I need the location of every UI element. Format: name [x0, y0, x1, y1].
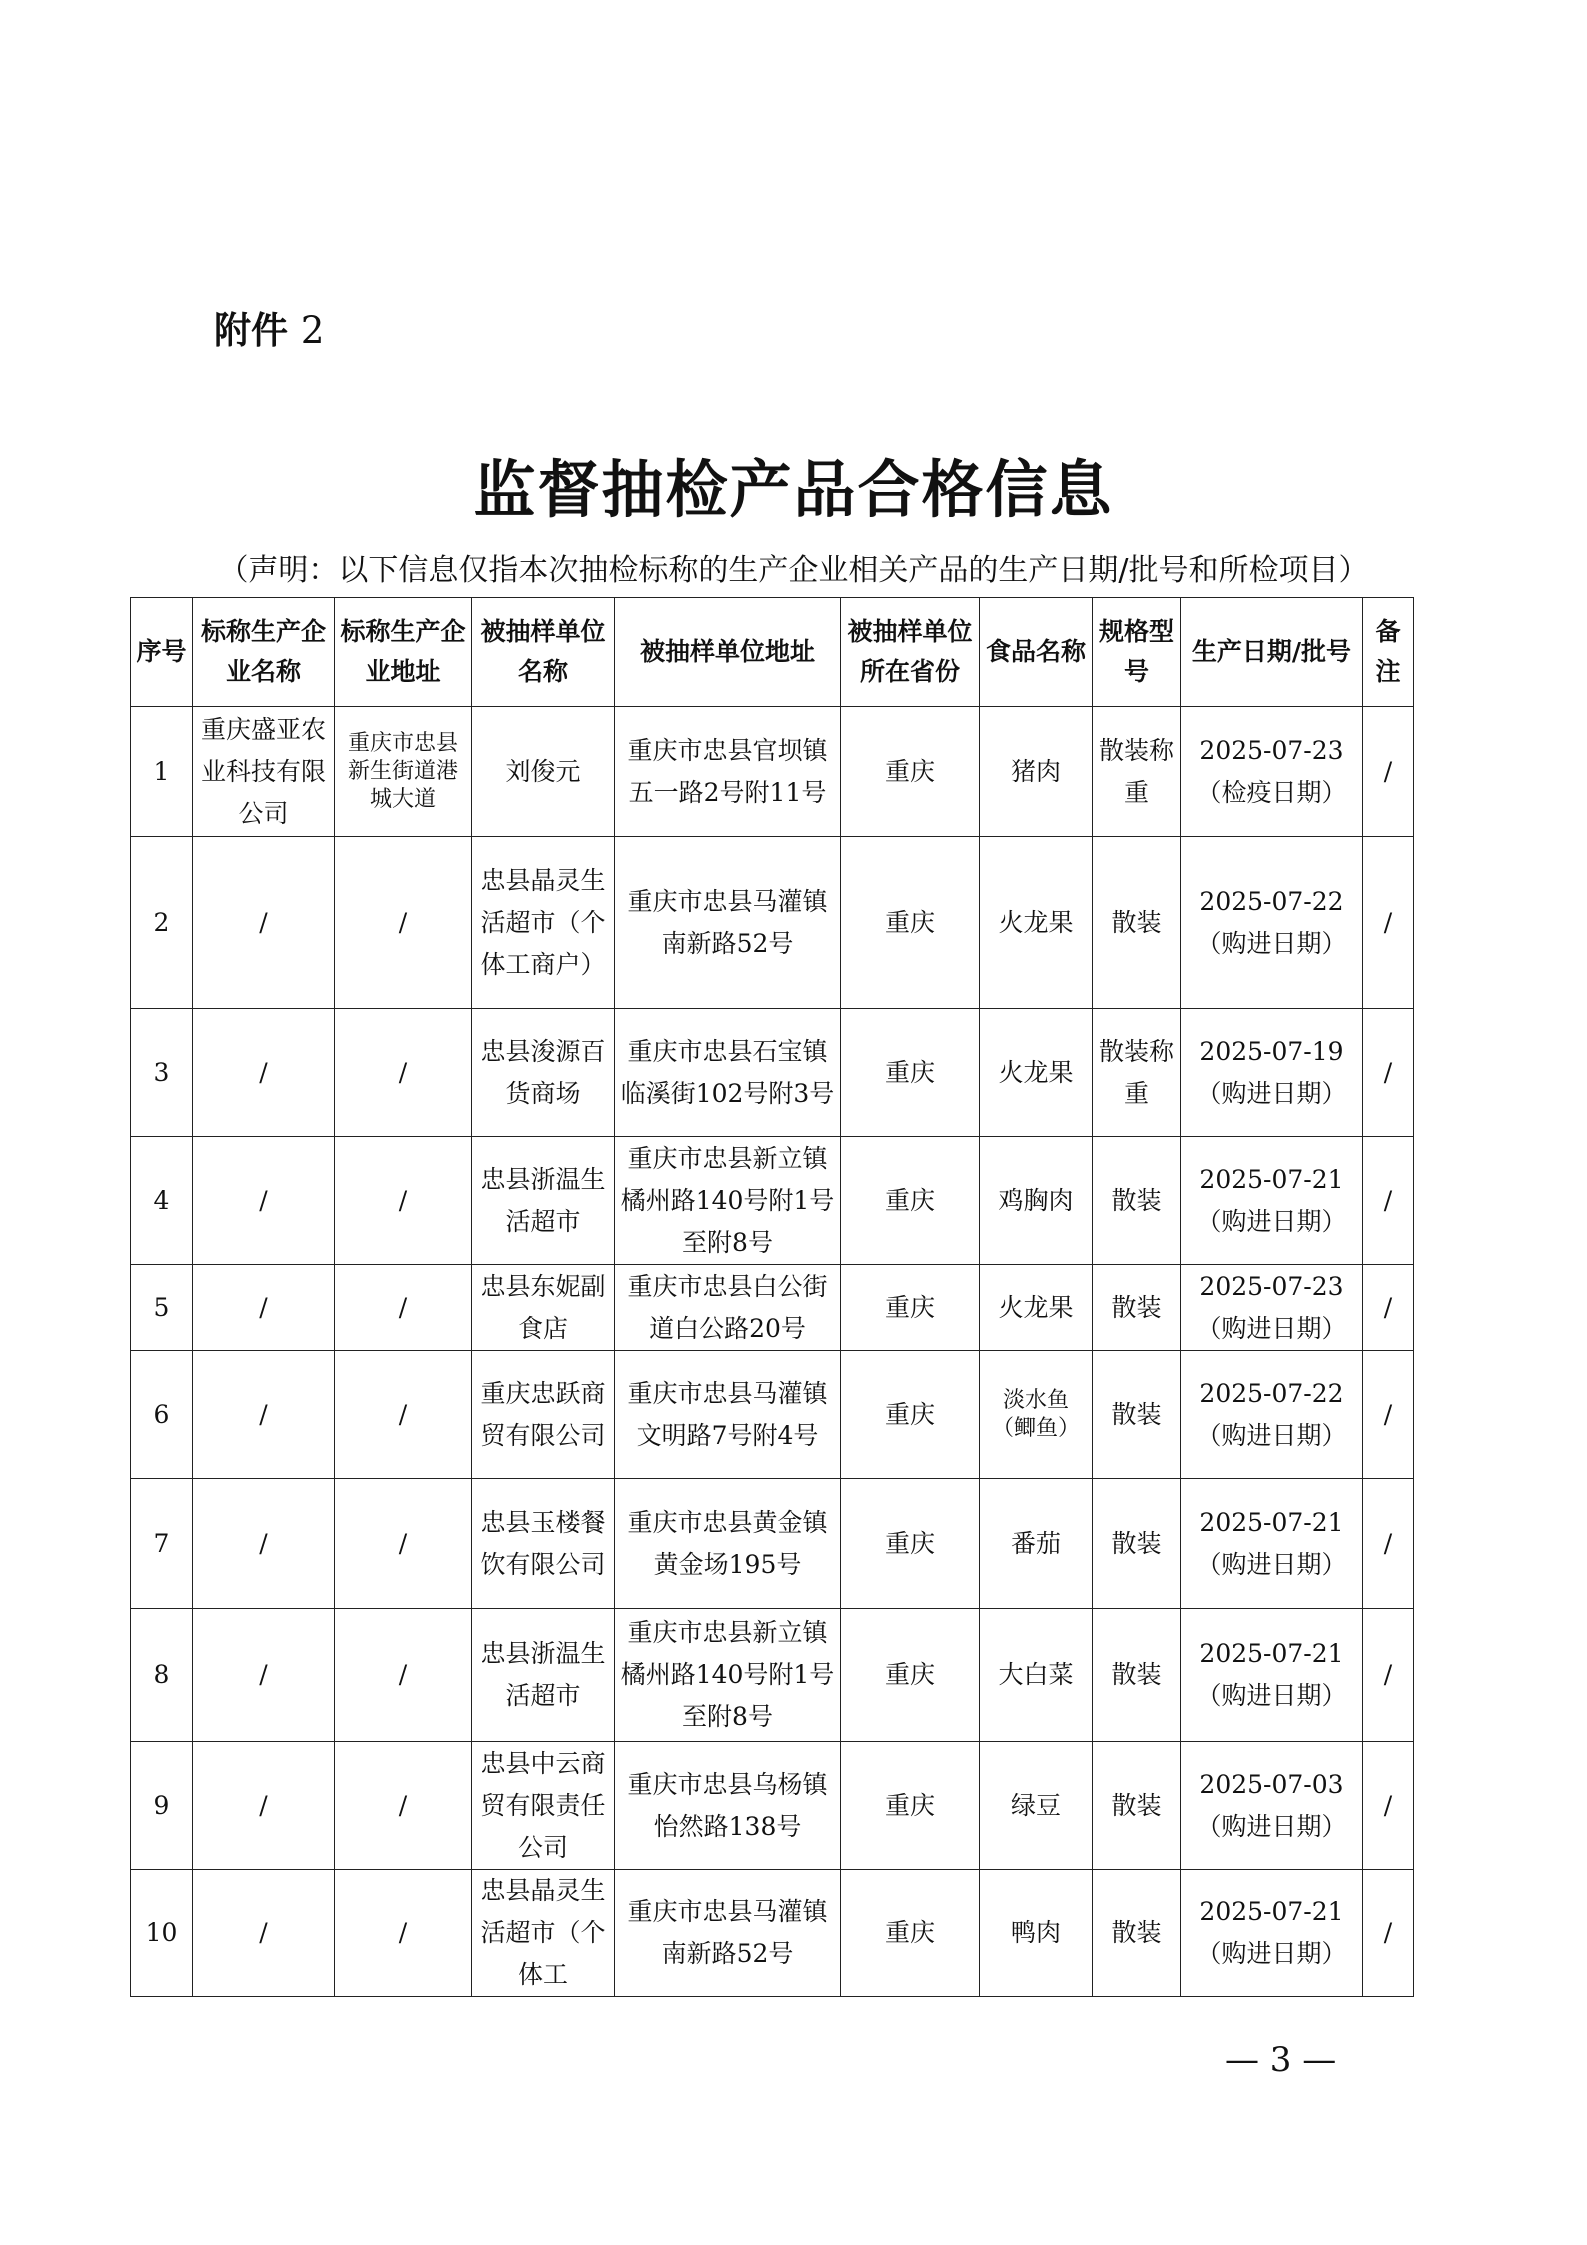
maker-name-cell: /	[193, 1870, 335, 1997]
col-header: 被抽样单位名称	[472, 598, 615, 707]
col-header: 食品名称	[980, 598, 1093, 707]
remark-cell: /	[1363, 837, 1414, 1009]
province-cell: 重庆	[841, 1609, 980, 1742]
production-date-cell: 2025-07-21（购进日期）	[1181, 1870, 1363, 1997]
unit-name-cell: 忠县晶灵生活超市（个体工商户）	[472, 837, 615, 1009]
spec-cell: 散装	[1093, 837, 1181, 1009]
province-cell: 重庆	[841, 1351, 980, 1479]
remark-cell: /	[1363, 1137, 1414, 1265]
food-name-cell: 火龙果	[980, 837, 1093, 1009]
unit-name-cell: 刘俊元	[472, 707, 615, 837]
row-number-cell: 4	[131, 1137, 193, 1265]
maker-address-cell: /	[335, 1351, 472, 1479]
inspection-table	[130, 597, 1414, 1997]
col-header: 序号	[131, 598, 193, 707]
maker-address-cell: /	[335, 1742, 472, 1870]
table-row	[131, 707, 1414, 837]
table-row	[131, 837, 1414, 1009]
row-number-cell: 7	[131, 1479, 193, 1609]
unit-name-cell: 忠县中云商贸有限责任公司	[472, 1742, 615, 1870]
table-row	[131, 1009, 1414, 1137]
table-row	[131, 1137, 1414, 1265]
col-header: 标称生产企业名称	[193, 598, 335, 707]
unit-address-cell: 重庆市忠县黄金镇黄金场195号	[615, 1479, 841, 1609]
spec-cell: 散装	[1093, 1137, 1181, 1265]
remark-cell: /	[1363, 1479, 1414, 1609]
production-date-cell: 2025-07-21（购进日期）	[1181, 1609, 1363, 1742]
maker-address-cell: /	[335, 837, 472, 1009]
table-row	[131, 1609, 1414, 1742]
table-row	[131, 1870, 1414, 1997]
production-date-cell: 2025-07-22（购进日期）	[1181, 1351, 1363, 1479]
remark-cell: /	[1363, 1742, 1414, 1870]
col-header: 标称生产企业地址	[335, 598, 472, 707]
maker-name-cell: 重庆盛亚农业科技有限公司	[193, 707, 335, 837]
row-number-cell: 2	[131, 837, 193, 1009]
row-number-cell: 3	[131, 1009, 193, 1137]
col-header: 规格型号	[1093, 598, 1181, 707]
maker-name-cell: /	[193, 1265, 335, 1351]
food-name-cell: 火龙果	[980, 1009, 1093, 1137]
unit-name-cell: 忠县晶灵生活超市（个体工	[472, 1870, 615, 1997]
remark-cell: /	[1363, 1265, 1414, 1351]
attachment-label: 附件 2	[214, 309, 325, 352]
maker-address-cell: /	[335, 1609, 472, 1742]
unit-address-cell: 重庆市忠县石宝镇临溪街102号附3号	[615, 1009, 841, 1137]
province-cell: 重庆	[841, 1870, 980, 1997]
col-header: 备注	[1363, 598, 1414, 707]
food-name-cell: 火龙果	[980, 1265, 1093, 1351]
province-cell: 重庆	[841, 1265, 980, 1351]
province-cell: 重庆	[841, 837, 980, 1009]
maker-address-cell: /	[335, 1009, 472, 1137]
maker-name-cell: /	[193, 1609, 335, 1742]
table-row	[131, 1479, 1414, 1609]
production-date-cell: 2025-07-03（购进日期）	[1181, 1742, 1363, 1870]
spec-cell: 散装称重	[1093, 1009, 1181, 1137]
food-name-cell: 猪肉	[980, 707, 1093, 837]
spec-cell: 散装	[1093, 1351, 1181, 1479]
spec-cell: 散装	[1093, 1609, 1181, 1742]
food-name-cell: 番茄	[980, 1479, 1093, 1609]
maker-name-cell: /	[193, 1137, 335, 1265]
remark-cell: /	[1363, 1870, 1414, 1997]
food-name-cell: 绿豆	[980, 1742, 1093, 1870]
production-date-cell: 2025-07-23（购进日期）	[1181, 1265, 1363, 1351]
statement: （声明：以下信息仅指本次抽检标称的生产企业相关产品的生产日期/批号和所检项目）	[218, 553, 1369, 588]
production-date-cell: 2025-07-21（购进日期）	[1181, 1479, 1363, 1609]
province-cell: 重庆	[841, 1742, 980, 1870]
page-number: — 3 —	[1225, 2040, 1337, 2080]
remark-cell: /	[1363, 707, 1414, 837]
maker-address-cell: /	[335, 1870, 472, 1997]
spec-cell: 散装	[1093, 1479, 1181, 1609]
unit-address-cell: 重庆市忠县新立镇橘州路140号附1号至附8号	[615, 1137, 841, 1265]
province-cell: 重庆	[841, 1137, 980, 1265]
unit-name-cell: 忠县浚源百货商场	[472, 1009, 615, 1137]
province-cell: 重庆	[841, 1479, 980, 1609]
maker-name-cell: /	[193, 1742, 335, 1870]
remark-cell: /	[1363, 1609, 1414, 1742]
col-header: 生产日期/批号	[1181, 598, 1363, 707]
maker-name-cell: /	[193, 1351, 335, 1479]
maker-address-cell: /	[335, 1479, 472, 1609]
production-date-cell: 2025-07-21（购进日期）	[1181, 1137, 1363, 1265]
unit-name-cell: 忠县浙温生活超市	[472, 1137, 615, 1265]
food-name-cell: 鸡胸肉	[980, 1137, 1093, 1265]
col-header: 被抽样单位地址	[615, 598, 841, 707]
food-name-cell: 淡水鱼（鲫鱼）	[980, 1351, 1093, 1479]
row-number-cell: 6	[131, 1351, 193, 1479]
table-row	[131, 1742, 1414, 1870]
remark-cell: /	[1363, 1009, 1414, 1137]
spec-cell: 散装	[1093, 1742, 1181, 1870]
province-cell: 重庆	[841, 707, 980, 837]
unit-address-cell: 重庆市忠县官坝镇五一路2号附11号	[615, 707, 841, 837]
province-cell: 重庆	[841, 1009, 980, 1137]
page-title: 监督抽检产品合格信息	[473, 453, 1114, 526]
table-row	[131, 1351, 1414, 1479]
row-number-cell: 5	[131, 1265, 193, 1351]
unit-name-cell: 忠县东妮副食店	[472, 1265, 615, 1351]
table-header-row	[131, 598, 1414, 707]
unit-name-cell: 重庆忠跃商贸有限公司	[472, 1351, 615, 1479]
maker-name-cell: /	[193, 1009, 335, 1137]
unit-address-cell: 重庆市忠县乌杨镇怡然路138号	[615, 1742, 841, 1870]
unit-address-cell: 重庆市忠县马灌镇南新路52号	[615, 837, 841, 1009]
table-row	[131, 1265, 1414, 1351]
production-date-cell: 2025-07-22（购进日期）	[1181, 837, 1363, 1009]
production-date-cell: 2025-07-19（购进日期）	[1181, 1009, 1363, 1137]
maker-address-cell: /	[335, 1265, 472, 1351]
spec-cell: 散装	[1093, 1870, 1181, 1997]
food-name-cell: 大白菜	[980, 1609, 1093, 1742]
row-number-cell: 9	[131, 1742, 193, 1870]
spec-cell: 散装称重	[1093, 707, 1181, 837]
unit-address-cell: 重庆市忠县马灌镇南新路52号	[615, 1870, 841, 1997]
maker-name-cell: /	[193, 1479, 335, 1609]
unit-name-cell: 忠县玉楼餐饮有限公司	[472, 1479, 615, 1609]
maker-address-cell: /	[335, 1137, 472, 1265]
unit-address-cell: 重庆市忠县新立镇橘州路140号附1号至附8号	[615, 1609, 841, 1742]
col-header: 被抽样单位所在省份	[841, 598, 980, 707]
maker-name-cell: /	[193, 837, 335, 1009]
row-number-cell: 1	[131, 707, 193, 837]
row-number-cell: 10	[131, 1870, 193, 1997]
production-date-cell: 2025-07-23（检疫日期）	[1181, 707, 1363, 837]
row-number-cell: 8	[131, 1609, 193, 1742]
spec-cell: 散装	[1093, 1265, 1181, 1351]
unit-address-cell: 重庆市忠县白公街道白公路20号	[615, 1265, 841, 1351]
remark-cell: /	[1363, 1351, 1414, 1479]
unit-name-cell: 忠县浙温生活超市	[472, 1609, 615, 1742]
food-name-cell: 鸭肉	[980, 1870, 1093, 1997]
maker-address-cell: 重庆市忠县新生街道港城大道	[335, 707, 472, 837]
unit-address-cell: 重庆市忠县马灌镇文明路7号附4号	[615, 1351, 841, 1479]
